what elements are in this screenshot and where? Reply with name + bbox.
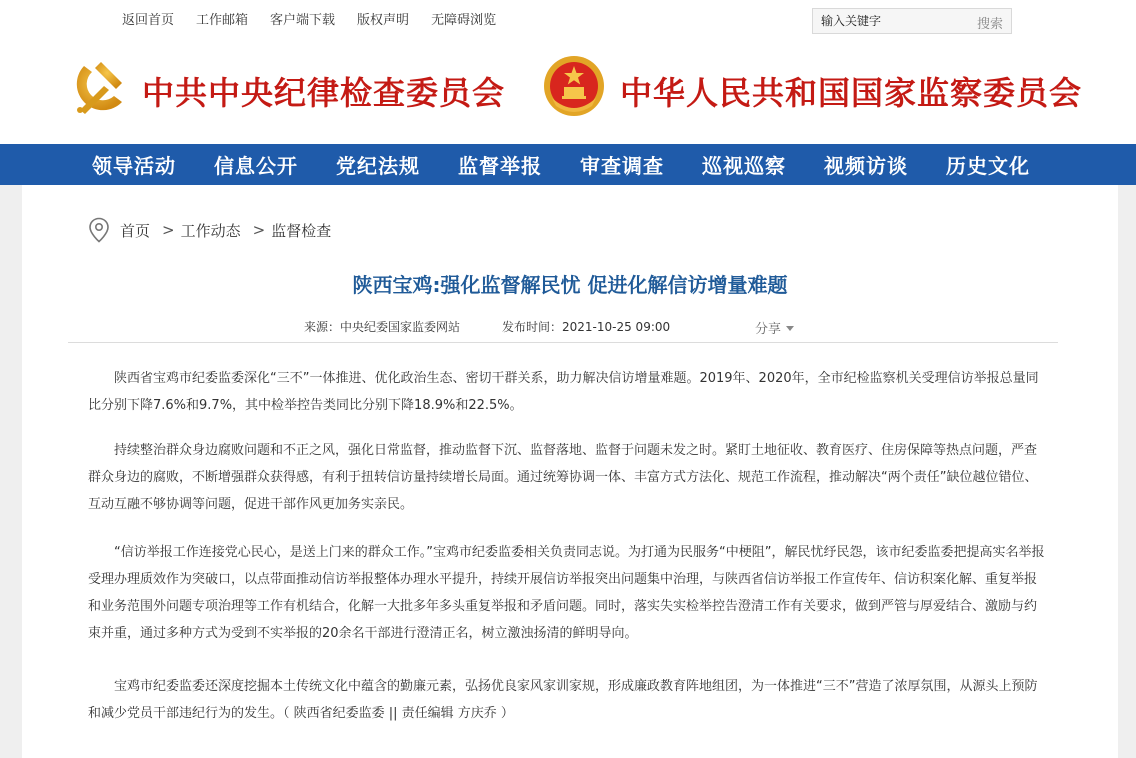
top-link-client[interactable]: 客户端下载 xyxy=(270,13,336,28)
nav-item-history-culture[interactable]: 历史文化 xyxy=(946,154,1030,178)
nav-item-investigation[interactable]: 审查调查 xyxy=(580,154,664,178)
share-button[interactable] xyxy=(755,318,794,337)
article-paragraph: 陕西省宝鸡市纪委监委深化“三不”一体推进、优化政治生态、密切干群关系，助力解决信访增量难题。2019年、2020年，全市纪检监察机关受理信访举报总量同比分别下降7.6%和9.7%，其中检举控告类同比分别下降18.9%和22.5%。 xyxy=(88,371,1039,413)
breadcrumb-home[interactable]: 首页 xyxy=(120,221,151,240)
site-header xyxy=(0,0,1136,144)
top-link-home[interactable]: 返回首页 xyxy=(122,13,175,28)
article-publish-time: 发布时间：2021-10-25 09:00 xyxy=(502,320,671,334)
national-emblem-icon xyxy=(542,54,606,118)
article-source: 来源：中央纪委国家监委网站 xyxy=(304,320,461,334)
top-link-accessibility[interactable]: 无障碍浏览 xyxy=(431,13,497,28)
breadcrumb-separator: > xyxy=(252,221,266,239)
article-title: 陕西宝鸡:强化监督解民忧 促进化解信访增量难题 xyxy=(352,273,788,297)
breadcrumb-work-news[interactable]: 工作动态 xyxy=(180,221,241,240)
breadcrumb-separator: > xyxy=(162,221,175,239)
top-link-copyright[interactable]: 版权声明 xyxy=(357,13,410,28)
nav-item-info-disclosure[interactable]: 信息公开 xyxy=(214,154,298,178)
party-emblem-icon xyxy=(70,56,132,118)
breadcrumb-supervision[interactable]: 监督检查 xyxy=(271,221,332,240)
search-input[interactable] xyxy=(821,14,961,28)
top-links xyxy=(122,9,496,28)
nsc-title: 中华人民共和国国家监察委员会 xyxy=(620,74,1083,112)
nav-item-supervision-report[interactable]: 监督举报 xyxy=(458,154,542,178)
search-box xyxy=(812,8,1012,34)
article-panel xyxy=(22,185,1118,758)
nav-item-regulations[interactable]: 党纪法规 xyxy=(336,154,420,178)
chevron-down-icon xyxy=(786,326,794,331)
breadcrumb xyxy=(88,217,331,243)
article-paragraph: 宝鸡市纪委监委还深度挖掘本土传统文化中蕴含的勤廉元素，弘扬优良家风家训家规，形成廉政教育阵地组团，为一体推进“三不”营造了浓厚氛围，从源头上预防和减少党员干部违纪行为的发生。（ 陕西省纪委监委 || 责任编辑 方庆乔 ） xyxy=(88,679,1038,721)
nav-item-leadership[interactable]: 领导活动 xyxy=(92,154,176,178)
search-button[interactable]: 搜索 xyxy=(976,17,1003,32)
location-pin-icon xyxy=(88,217,110,243)
nav-item-inspection-tour[interactable]: 巡视巡察 xyxy=(702,154,786,178)
article-paragraph: 持续整治群众身边腐败问题和不正之风，强化日常监督，推动监督下沉、监督落地、监督于问题未发之时。紧盯土地征收、教育医疗、住房保障等热点问题，严查群众身边的腐败，不断增强群众获得感，有利于扭转信访量持续增长局面。通过统筹协调一体、丰富方式方法化、规范工作流程，推动解决“两个责任”缺位越位错位、互动互融不够协调等问题，促进干部作风更加务实亲民。 xyxy=(88,443,1038,512)
main-nav xyxy=(0,144,1136,185)
share-label: 分享 xyxy=(755,322,782,337)
nav-item-video-interview[interactable]: 视频访谈 xyxy=(824,154,908,178)
cpc-ccdi-title: 中共中央纪律检查委员会 xyxy=(142,74,506,112)
article-paragraph: “信访举报工作连接党心民心，是送上门来的群众工作。”宝鸡市纪委监委相关负责同志说。为打通为民服务“中梗阻”，解民忧纾民怨，该市纪委监委把提高实名举报受理办理质效作为突破口，以点带面推动信访举报整体办理水平提升，持续开展信访举报突出问题集中治理，与陕西省信访举报工作宣传年、信访积案化解、重复举报和业务范围外问题专项治理等工作有机结合，化解一大批多年多头重复举报和矛盾问题。同时，落实失实检举控告澄清工作有关要求，做到严管与厚爱结合、激励与约束并重，通过多种方式为受到不实举报的20余名干部进行澄清正名，树立激浊扬清的鲜明导向。 xyxy=(88,545,1045,641)
divider xyxy=(68,342,1058,343)
top-link-mail[interactable]: 工作邮箱 xyxy=(196,13,249,28)
